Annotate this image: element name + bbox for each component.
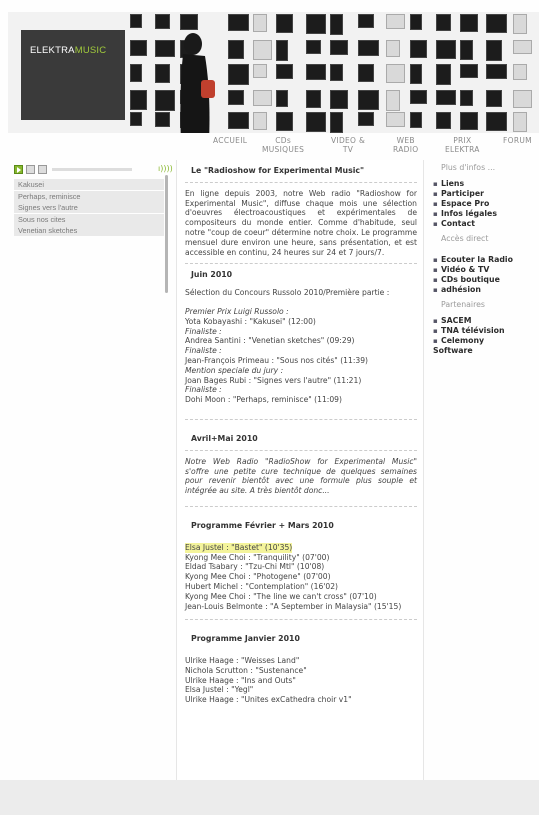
photo-tile [180,14,198,30]
photo-tile [330,112,343,133]
photo-tile [460,64,478,78]
photo-tile [513,14,527,34]
program-line: Mention speciale du jury : [185,365,284,375]
sidebar-link-video-tv[interactable]: ▪ Vidéo & TV [433,265,539,275]
photo-tile [155,112,170,127]
sidebar-group-infos [433,179,539,229]
program-line: Jean-Louis Belmonte : "A September in Malaysia" (15'15) [185,601,402,611]
photo-tile [228,90,244,105]
divider [185,506,417,507]
divider [185,619,417,620]
program-line: Finaliste : [185,385,222,395]
volume-slider[interactable] [52,168,132,171]
playlist-item[interactable]: Venetian sketches [14,225,164,236]
juin-lead: Sélection du Concours Russolo 2010/Première partie : [185,288,390,298]
photo-tile [386,112,405,127]
photo-tile [276,90,288,107]
photo-tile [130,40,147,56]
photo-tile [155,14,170,29]
nav-label: WEB [396,136,415,145]
program-line: Joan Bages Rubi : "Signes vers l'autre" (11:21) [185,375,362,385]
radio-player [12,162,172,178]
sidebar-group-access [433,255,539,295]
photo-tile [276,64,293,79]
photo-tile [386,90,400,111]
photo-tile [436,40,456,59]
sidebar-link-adhesion[interactable]: ▪ adhésion [433,285,539,295]
page-bottom [0,780,539,815]
program-line: Dohi Moon : "Perhaps, reminisce" (11:09) [185,395,342,405]
photo-tile [253,112,267,130]
program-line: Yota Kobayashi : "Kakusei" (12:00) [185,316,316,326]
photo-tile [228,64,249,85]
radioshow-intro: En ligne depuis 2003, notre Web radio "Radioshow for Experimental Music", diffuse chaque mois une sélection d'oeuvres électroacoustiques et expérimentales de compositeurs du monde entier. Comme d'habitude, seul notre "coup de coeur" détermine notre choix. Le programme mensuel dure environ une heure, sans présentation, et est accessible en continu, 24 heures sur 24 et 7 jours/7. [185,188,417,257]
photo-tile [330,40,348,55]
program-line: Ulrike Haage : "Unites exCathedra choir v1" [185,695,352,705]
photo-tile [155,40,175,57]
playlist-item[interactable]: Signes vers l'autre [14,202,164,213]
janvier-program [185,656,417,705]
nav-label: PRIX [453,136,472,145]
photo-tile [130,112,142,126]
photo-tile [513,40,532,54]
nav-label: ELEKTRA [445,145,480,154]
program-line: Elsa Justel : "Bastet" (10'35) [185,542,293,552]
photo-tile [276,40,288,61]
sidebar-link-sacem[interactable]: ▪ SACEM [433,316,539,326]
nav-label: ACCUEIL [213,136,248,145]
nav-label: TV [342,145,354,154]
photo-tile [130,90,147,110]
photo-tile [513,64,527,80]
photo-tile [436,64,451,85]
header-banner [8,12,539,133]
main-content [176,160,424,780]
sidebar-link-contact[interactable]: ▪ Contact [433,219,539,229]
nav-label: MUSIQUES [262,145,305,154]
divider [185,182,417,183]
sidebar-link-participer[interactable]: ▪ Participer [433,189,539,199]
juin-title: Juin 2010 [191,270,233,280]
avril-title: Avril+Mai 2010 [191,433,258,443]
program-line: Eldad Tsabary : "Tzu-Chi Mtl" (10'08) [185,562,325,572]
photo-tile [410,14,422,30]
photo-tile [386,64,405,83]
nav-prix[interactable] [445,136,480,154]
fevrier-program [185,543,417,612]
logo-part2: MUSIC [74,45,107,56]
photo-tile [386,40,400,57]
photo-tile [358,14,374,28]
photo-tile [306,64,326,80]
photo-tile [330,90,348,109]
photo-tile [228,112,249,129]
photo-tile [513,112,527,132]
juin-program [185,307,417,405]
playlist-item[interactable]: Perhaps, reminisce [14,191,164,202]
photo-tile [460,40,473,60]
nav-cds[interactable] [262,136,304,154]
photo-tile [460,14,478,32]
photo-tile [276,112,293,131]
radioshow-title: Le "Radioshow for Experimental Music" [191,166,365,175]
nav-label: FORUM [503,136,532,145]
program-line: Jean-François Primeau : "Sous nos cités" (11:39) [185,355,368,365]
program-line: Elsa Justel : "Yegl" [185,685,254,695]
logo-box [21,30,125,120]
photo-tile [513,90,532,108]
program-line: Finaliste : [185,346,222,356]
nav-web[interactable] [393,136,418,154]
photo-tile [228,14,249,31]
nav-forum[interactable] [503,136,532,145]
sidebar-link-espace-pro[interactable]: ▪ Espace Pro [433,199,539,209]
photo-tile [358,90,379,110]
playlist [14,179,164,237]
avril-text: Notre Web Radio "RadioShow for Experimental Music" s'offre une petite cure technique de quelques semaines pour revenir bientôt avec une formule plus souple et intégrée au site. A très bientôt donc... [185,456,417,496]
photo-tile [253,14,267,32]
photo-tile [276,14,293,33]
photo-tile [410,112,422,128]
photo-tile [253,90,272,106]
photo-tile [306,40,321,54]
photo-tile [486,90,502,107]
photo-tile [306,112,326,132]
divider [185,450,417,451]
sidebar-group-partners [433,316,539,346]
program-line: Kyong Mee Choi : "The line we can't cross" (07'10) [185,591,377,601]
photo-tile [358,64,374,82]
play-icon[interactable] [14,165,23,174]
nav-label: RADIO [393,145,419,154]
photo-tile [306,90,321,108]
sidebar-link-cds-boutique[interactable]: ▪ CDs boutique [433,275,539,285]
photo-tile [486,40,502,61]
photo-tile [130,64,142,82]
photo-tile [386,14,405,29]
woman-silhouette [173,32,219,133]
playlist-scrollbar[interactable] [165,175,168,293]
elektramusic-logo[interactable] [30,45,106,56]
photo-tile [358,112,374,126]
sidebar-link-liens[interactable]: ▪ Liens [433,179,539,189]
sidebar-link-ecouter-la-radio[interactable]: ▪ Ecouter la Radio [433,255,539,265]
nav-label: CDs [275,136,292,145]
photo-tile [436,112,451,129]
photo-tile [155,90,175,111]
program-line: Finaliste : [185,326,222,336]
program-line: Nichola Scrutton : "Sustenance" [185,665,307,675]
nav-video[interactable] [331,136,365,154]
nav-label: VIDEO & [331,136,366,145]
sidebar-head-partners: Partenaires [441,300,485,309]
program-line: Kyong Mee Choi : "Photogene" (07'00) [185,572,331,582]
program-line: Ulrike Haage : "Ins and Outs" [185,675,296,685]
program-line: Hubert Michel : "Contemplation" (16'02) [185,581,339,591]
photo-tile [486,14,507,33]
sidebar-link-infos-legales[interactable]: ▪ Infos légales [433,209,539,219]
photo-tile [460,112,478,130]
right-sidebar [433,163,539,356]
program-line: Premier Prix Luigi Russolo : [185,306,289,316]
sidebar-head-access: Accès direct [441,234,489,243]
main-nav [195,136,539,160]
program-line: Andrea Santini : "Venetian sketches" (09:29) [185,336,355,346]
program-line: Kyong Mee Choi : "Tranquility" (07'00) [185,552,330,562]
photo-tile [330,64,343,81]
janvier-title: Programme Janvier 2010 [191,634,300,644]
program-line: Ulrike Haage : "Weisses Land" [185,656,300,666]
stop-icon[interactable] [38,165,47,174]
photo-tile [410,90,427,104]
photo-tile [410,40,427,58]
photo-tile [330,14,343,35]
photo-tile [358,40,379,56]
photo-tile [130,14,142,28]
nav-accueil[interactable] [213,136,247,145]
sidebar-link-tna-television[interactable]: ▪ TNA télévision [433,326,539,336]
sidebar-head-infos: Plus d'infos ... [441,163,496,172]
photo-tile [253,40,272,60]
sidebar-link-software[interactable]: Software [433,346,473,355]
logo-part1: ELEKTRA [30,45,75,56]
pause-icon[interactable] [26,165,35,174]
photo-tile [460,90,473,106]
photo-tile [228,40,244,59]
photo-tile [486,112,507,131]
sidebar-link-celemony[interactable]: ▪ Celemony [433,336,539,346]
divider [185,263,417,264]
playlist-item[interactable]: Kakusei [14,179,164,190]
photo-tile [486,64,507,79]
playlist-item[interactable]: Sous nos cites [14,214,164,225]
photo-tile [253,64,267,78]
photo-tile [410,64,422,84]
divider [185,419,417,420]
photo-tile [155,64,170,83]
fevrier-title: Programme Février + Mars 2010 [191,520,334,530]
photo-tile [306,14,326,34]
photo-tile [436,14,451,31]
photo-tile [436,90,456,105]
volume-icon[interactable]: ı)))) [158,164,173,173]
